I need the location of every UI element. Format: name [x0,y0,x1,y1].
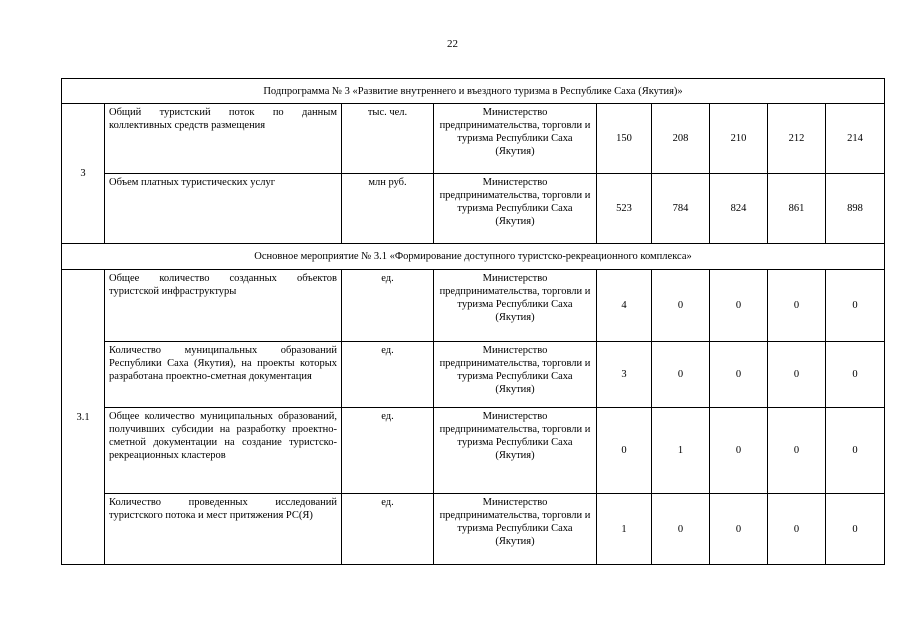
indicator-name: Количество проведенных исследований туристского потока и мест притяжения РС(Я) [105,494,342,565]
value-cell: 1 [597,494,652,565]
value-cell: 0 [597,408,652,494]
group-number: 3 [62,104,105,244]
responsible-ministry: Министерство предпринимательства, торговли и туризма Республики Саха (Якутия) [434,408,597,494]
table-row [62,408,885,494]
value-cell: 208 [652,104,710,174]
subprogram-header-row [62,79,885,104]
responsible-ministry: Министерство предпринимательства, торговли и туризма Республики Саха (Якутия) [434,494,597,565]
activity-header-row [62,244,885,270]
indicator-name: Общее количество созданных объектов туристской инфраструктуры [105,270,342,342]
subprogram-header: Подпрограмма № 3 «Развитие внутреннего и въездного туризма в Республике Саха (Якутия)» [62,79,885,104]
indicator-unit: ед. [342,494,434,565]
value-cell: 0 [652,270,710,342]
value-cell: 0 [768,270,826,342]
value-cell: 0 [652,494,710,565]
indicator-unit: ед. [342,342,434,408]
value-cell: 0 [710,408,768,494]
page-number: 22 [447,38,458,50]
activity-header: Основное мероприятие № 3.1 «Формирование доступного туристско-рекреационного комплекса» [62,244,885,270]
value-cell: 0 [710,342,768,408]
table-row [62,174,885,244]
table-row [62,342,885,408]
value-cell: 0 [826,342,885,408]
indicator-unit: тыс. чел. [342,104,434,174]
value-cell: 784 [652,174,710,244]
table-row [62,270,885,342]
indicators-table-wrapper [61,78,884,565]
indicator-name: Количество муниципальных образований Республики Саха (Якутия), на проекты которых разработана проектно-сметная документация [105,342,342,408]
value-cell: 0 [826,494,885,565]
value-cell: 4 [597,270,652,342]
table-row [62,494,885,565]
value-cell: 0 [768,342,826,408]
value-cell: 150 [597,104,652,174]
responsible-ministry: Министерство предпринимательства, торговли и туризма Республики Саха (Якутия) [434,104,597,174]
value-cell: 214 [826,104,885,174]
indicator-name: Объем платных туристических услуг [105,174,342,244]
value-cell: 0 [768,408,826,494]
value-cell: 861 [768,174,826,244]
value-cell: 1 [652,408,710,494]
value-cell: 0 [768,494,826,565]
responsible-ministry: Министерство предпринимательства, торговли и туризма Республики Саха (Якутия) [434,270,597,342]
value-cell: 898 [826,174,885,244]
responsible-ministry: Министерство предпринимательства, торговли и туризма Республики Саха (Якутия) [434,342,597,408]
indicator-name: Общий туристский поток по данным коллективных средств размещения [105,104,342,174]
indicator-name: Общее количество муниципальных образований, получивших субсидии на разработку проектно-сметной документации на создание туристско-рекреационных кластеров [105,408,342,494]
value-cell: 0 [710,494,768,565]
table-row [62,104,885,174]
indicator-unit: ед. [342,408,434,494]
value-cell: 824 [710,174,768,244]
value-cell: 0 [710,270,768,342]
value-cell: 0 [826,408,885,494]
responsible-ministry: Министерство предпринимательства, торговли и туризма Республики Саха (Якутия) [434,174,597,244]
indicators-table [61,78,885,565]
group-number: 3.1 [62,270,105,565]
value-cell: 212 [768,104,826,174]
value-cell: 0 [826,270,885,342]
indicator-unit: млн руб. [342,174,434,244]
value-cell: 210 [710,104,768,174]
value-cell: 523 [597,174,652,244]
value-cell: 3 [597,342,652,408]
indicator-unit: ед. [342,270,434,342]
value-cell: 0 [652,342,710,408]
